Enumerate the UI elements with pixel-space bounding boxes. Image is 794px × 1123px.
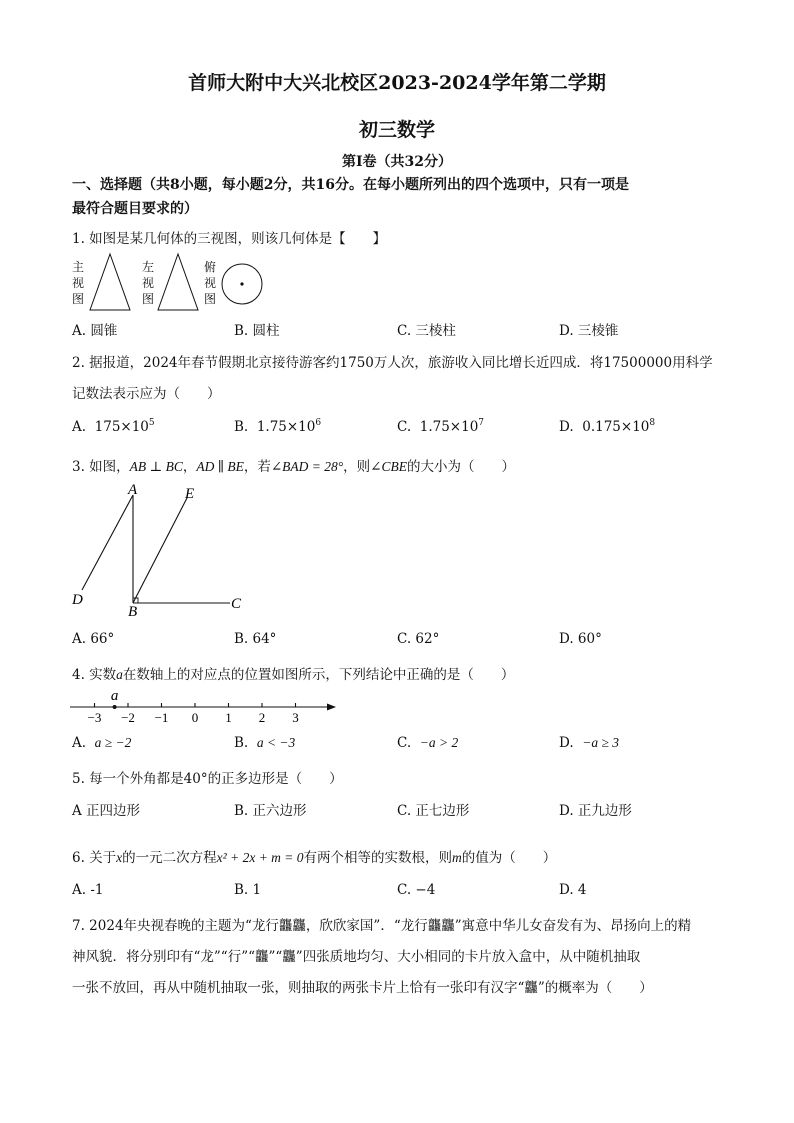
- front-view-label: 主视图: [72, 260, 85, 306]
- option-expr: −a ≥ 3: [582, 735, 620, 750]
- q4-number-line: [66, 684, 342, 728]
- q2-option-a[interactable]: [72, 418, 155, 435]
- q5-stem: 5. 每一个外角都是40°的正多边形是（ ）: [72, 771, 343, 787]
- q3-stem-post: 的大小为（ ）: [406, 459, 515, 475]
- option-expr: −a > 2: [419, 735, 459, 750]
- q2-option-b[interactable]: [234, 418, 321, 435]
- q6-option-b[interactable]: B. 1: [234, 882, 262, 898]
- option-label: A.: [72, 735, 87, 751]
- segment-ad: [82, 495, 133, 590]
- q4-stem: [72, 663, 514, 683]
- q7-stem-line1: 7. 2024年央视春晚的主题为“龙行龘龘，欣欣家国”．“龙行龘龘”寓意中华儿女奋发有为、昂扬向上的精: [72, 918, 692, 934]
- number-line-tick-label: 2: [258, 710, 266, 725]
- option-label: C.: [397, 419, 412, 435]
- q4-option-a[interactable]: [72, 735, 131, 751]
- number-line-tick-label: 0: [191, 710, 199, 725]
- q1-option-b[interactable]: B. 圆柱: [234, 323, 280, 339]
- point-a-var-label: a: [110, 688, 119, 704]
- q2-stem-line2: 记数法表示应为（ ）: [72, 386, 221, 402]
- q3-sep: ，: [182, 459, 197, 475]
- q1-option-d[interactable]: D. 三棱锥: [559, 323, 619, 339]
- number-line-tick-label: 3: [292, 710, 299, 725]
- q7-stem-line3: 一张不放回，再从中随机抽取一张，则抽取的两张卡片上恰有一张印有汉字“龘”的概率为（ ）: [72, 980, 653, 996]
- section-heading-line2: 最符合题目要求的）: [72, 201, 198, 217]
- q5-option-c[interactable]: C. 正七边形: [397, 803, 470, 819]
- section-heading-line1: 一、选择题（共8小题，每小题2分，共16分。在每小题所列出的四个选项中，只有一项是: [72, 177, 629, 193]
- option-base: 1.75×10: [256, 419, 316, 435]
- q1-stem: 1. 如图是某几何体的三视图，则该几何体是【 】: [72, 231, 387, 247]
- point-d-label: D: [72, 592, 83, 608]
- exam-subject: 初三数学: [358, 119, 435, 141]
- q5-option-a[interactable]: A 正四边形: [72, 803, 141, 819]
- q3-option-c[interactable]: C. 62°: [397, 631, 440, 647]
- option-label: D.: [559, 419, 574, 435]
- q7-stem-line2: 神风貌．将分别印有“龙”“行”“龘”“龘”四张质地均匀、大小相同的卡片放入盒中，从中随机抽取: [72, 949, 641, 965]
- q3-option-a[interactable]: A. 66°: [72, 631, 115, 647]
- q3-option-b[interactable]: B. 64°: [234, 631, 277, 647]
- exam-title: 首师大附中大兴北校区2023-2024学年第二学期: [188, 72, 606, 94]
- side-view-label: 左视图: [142, 260, 155, 306]
- q6-equation: x² + 2x + m = 0: [216, 850, 304, 865]
- q6-stem: [72, 846, 556, 866]
- option-exponent: 5: [148, 418, 155, 428]
- volume-heading: 第Ⅰ卷（共32分）: [341, 154, 453, 170]
- q6-stem-pre: 6. 关于: [72, 850, 117, 866]
- q3-stem: [72, 455, 515, 475]
- q6-stem-mid: 的一元二次方程: [122, 850, 217, 866]
- q3-stem-pre: 3. 如图，: [72, 459, 130, 475]
- point-b-label: B: [128, 604, 138, 620]
- option-expr: a ≥ −2: [94, 735, 132, 750]
- q3-stem-mid: ，若: [243, 459, 271, 475]
- option-base: 175×10: [94, 419, 149, 435]
- q4-option-b[interactable]: [234, 735, 295, 751]
- option-exponent: 6: [315, 418, 322, 428]
- q6-option-a[interactable]: A. -1: [72, 882, 104, 898]
- q1-option-c[interactable]: C. 三棱柱: [397, 323, 456, 339]
- segment-be: [133, 498, 187, 603]
- option-label: B.: [234, 419, 249, 435]
- q3-angle-bad: ∠BAD = 28°: [270, 459, 344, 474]
- q2-stem-line1: 2. 据报道，2024年春节假期北京接待游客约1750万人次，旅游收入同比增长近四成．将17500000用科学: [72, 355, 713, 371]
- option-exponent: 7: [478, 418, 485, 428]
- q6-option-c[interactable]: C. −4: [397, 882, 436, 898]
- q6-stem-post: 的值为（ ）: [461, 850, 557, 866]
- q3-angle-cbe: ∠CBE: [370, 459, 407, 474]
- q3-ab-perp-bc: AB ⊥ BC: [129, 459, 183, 474]
- q6-option-d[interactable]: D. 4: [559, 882, 587, 898]
- number-line-tick-label: −3: [87, 710, 102, 725]
- point-a-label: A: [128, 482, 138, 498]
- option-label: A.: [72, 419, 87, 435]
- q3-geometry-figure: [66, 478, 256, 620]
- option-base: 1.75×10: [419, 419, 479, 435]
- q4-option-d[interactable]: [559, 735, 619, 751]
- q4-stem-post: 在数轴上的对应点的位置如图所示，下列结论中正确的是（ ）: [122, 667, 515, 683]
- option-expr: a < −3: [256, 735, 296, 750]
- number-line-tick-label: 1: [225, 710, 232, 725]
- option-exponent: 8: [649, 418, 656, 428]
- q2-option-d[interactable]: [559, 418, 655, 435]
- q2-option-c[interactable]: [397, 418, 484, 435]
- q4-stem-pre: 4. 实数: [72, 667, 117, 683]
- q6-var-x: x: [116, 850, 123, 865]
- number-line-arrow: [327, 704, 336, 711]
- point-a-marker: [113, 705, 117, 709]
- q6-stem-mid2: 有两个相等的实数根，则: [303, 850, 453, 866]
- q4-variable: a: [116, 667, 123, 682]
- q5-option-d[interactable]: D. 正九边形: [559, 803, 632, 819]
- number-line-tick-label: −2: [121, 710, 135, 725]
- q5-option-b[interactable]: B. 正六边形: [234, 803, 307, 819]
- q1-option-a[interactable]: A. 圆锥: [72, 323, 118, 339]
- q3-ad-parallel-be: AD ∥ BE: [196, 459, 244, 474]
- option-label: B.: [234, 735, 249, 751]
- option-base: 0.175×10: [582, 419, 650, 435]
- q6-var-m: m: [452, 850, 462, 865]
- top-view-circle: [220, 262, 264, 306]
- q3-stem-mid2: ，则: [343, 459, 371, 475]
- q3-option-d[interactable]: D. 60°: [559, 631, 602, 647]
- q4-option-c[interactable]: [397, 735, 458, 751]
- point-c-label: C: [231, 596, 242, 612]
- option-label: D.: [559, 735, 574, 751]
- side-view-triangle: [156, 252, 200, 312]
- front-view-triangle: [88, 252, 132, 312]
- top-view-label: 俯视图: [204, 260, 217, 306]
- number-line-tick-label: −1: [154, 710, 169, 725]
- option-label: C.: [397, 735, 412, 751]
- point-e-label: E: [185, 486, 195, 502]
